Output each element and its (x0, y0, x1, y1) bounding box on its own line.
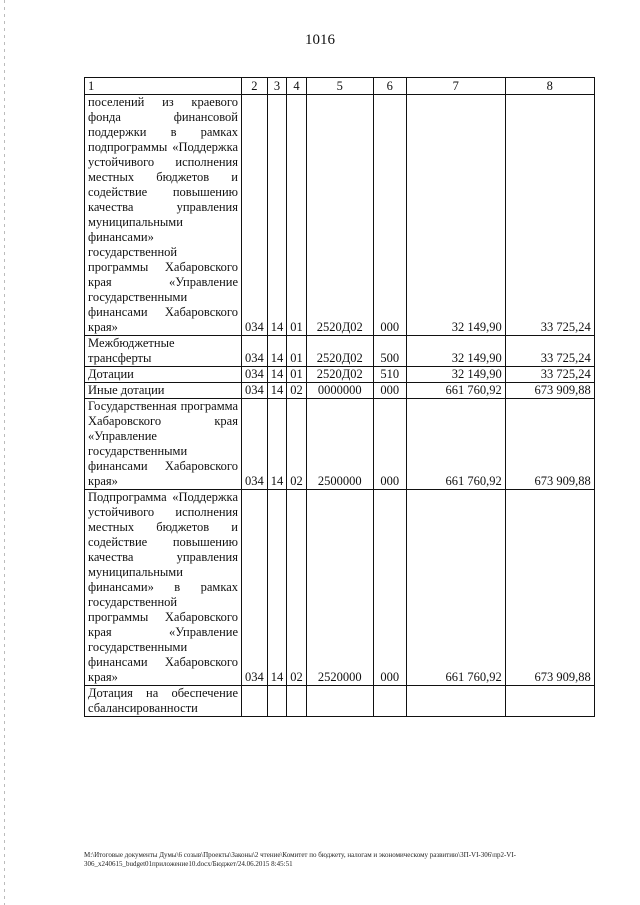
row-description: Государственная программа Хабаровского края «Управление государственными финансами Хабаровского края» (85, 399, 242, 490)
header-col-3: 3 (267, 78, 287, 95)
row-section: 14 (267, 367, 287, 383)
row-subsection: 02 (287, 383, 307, 399)
row-expense-type (373, 686, 406, 717)
row-target-article (306, 686, 373, 717)
row-expense-type: 000 (373, 490, 406, 686)
row-target-article: 2520000 (306, 490, 373, 686)
row-amount-2: 673 909,88 (505, 383, 594, 399)
row-amount-1: 32 149,90 (406, 367, 505, 383)
row-subsection: 02 (287, 399, 307, 490)
row-amount-1: 32 149,90 (406, 336, 505, 367)
row-gr-code: 034 (242, 367, 268, 383)
row-target-article: 2520Д02 (306, 95, 373, 336)
row-gr-code: 034 (242, 336, 268, 367)
row-section: 14 (267, 399, 287, 490)
budget-table (84, 77, 595, 717)
row-section: 14 (267, 383, 287, 399)
page-number: 1016 (305, 32, 335, 48)
table-row (85, 686, 595, 717)
row-subsection (287, 686, 307, 717)
row-section: 14 (267, 336, 287, 367)
row-amount-2: 673 909,88 (505, 490, 594, 686)
row-description: Дотации (85, 367, 242, 383)
table-row (85, 383, 595, 399)
row-section: 14 (267, 95, 287, 336)
row-description: поселений из краевого фонда финансовой поддержки в рамках подпрограммы «Поддержка устойчивого исполнения местных бюджетов и содействие повышению качества управления муниципальными финансами» государственной программы Хабаровского края «Управление государственными финансами Хабаровского края» (85, 95, 242, 336)
row-target-article: 2520Д02 (306, 336, 373, 367)
row-gr-code (242, 686, 268, 717)
row-description: Дотация на обеспечение сбалансированности (85, 686, 242, 717)
header-col-6: 6 (373, 78, 406, 95)
row-amount-2 (505, 686, 594, 717)
row-target-article: 0000000 (306, 383, 373, 399)
table-row (85, 367, 595, 383)
row-amount-1 (406, 686, 505, 717)
table-row (85, 95, 595, 336)
row-section: 14 (267, 490, 287, 686)
row-amount-1: 661 760,92 (406, 399, 505, 490)
row-expense-type: 000 (373, 399, 406, 490)
row-subsection: 01 (287, 367, 307, 383)
row-amount-2: 33 725,24 (505, 367, 594, 383)
header-col-5: 5 (306, 78, 373, 95)
header-col-4: 4 (287, 78, 307, 95)
row-subsection: 02 (287, 490, 307, 686)
header-col-8: 8 (505, 78, 594, 95)
row-target-article: 2500000 (306, 399, 373, 490)
row-description: Межбюджетные трансферты (85, 336, 242, 367)
row-target-article: 2520Д02 (306, 367, 373, 383)
document-footer-path: M:\Итоговые документы Думы\6 созыв\Проекты\Законы\2 чтение\Комитет по бюджету, налогам и экономическому развитию\3П-VI-306\пр2-VI-306_x240615_budget01приложение10.docx/Бюджет/24.06.2015 8:45:51 (84, 851, 516, 868)
row-amount-1: 661 760,92 (406, 490, 505, 686)
row-amount-2: 33 725,24 (505, 95, 594, 336)
table-row (85, 336, 595, 367)
row-gr-code: 034 (242, 399, 268, 490)
header-col-7: 7 (406, 78, 505, 95)
row-amount-1: 32 149,90 (406, 95, 505, 336)
row-expense-type: 510 (373, 367, 406, 383)
row-gr-code: 034 (242, 490, 268, 686)
row-subsection: 01 (287, 95, 307, 336)
header-col-2: 2 (242, 78, 268, 95)
table-row (85, 490, 595, 686)
row-expense-type: 000 (373, 383, 406, 399)
row-section (267, 686, 287, 717)
row-expense-type: 500 (373, 336, 406, 367)
table-header-row (85, 78, 595, 95)
row-description: Иные дотации (85, 383, 242, 399)
row-description: Подпрограмма «Поддержка устойчивого исполнения местных бюджетов и содействие повышению качества управления муниципальными финансами» в рамках государственной программы Хабаровского края «Управление государственными финансами Хабаровского края» (85, 490, 242, 686)
scan-edge (4, 0, 5, 905)
header-col-1: 1 (85, 78, 242, 95)
row-amount-1: 661 760,92 (406, 383, 505, 399)
table-row (85, 399, 595, 490)
row-gr-code: 034 (242, 383, 268, 399)
row-gr-code: 034 (242, 95, 268, 336)
row-amount-2: 673 909,88 (505, 399, 594, 490)
row-amount-2: 33 725,24 (505, 336, 594, 367)
row-subsection: 01 (287, 336, 307, 367)
row-expense-type: 000 (373, 95, 406, 336)
